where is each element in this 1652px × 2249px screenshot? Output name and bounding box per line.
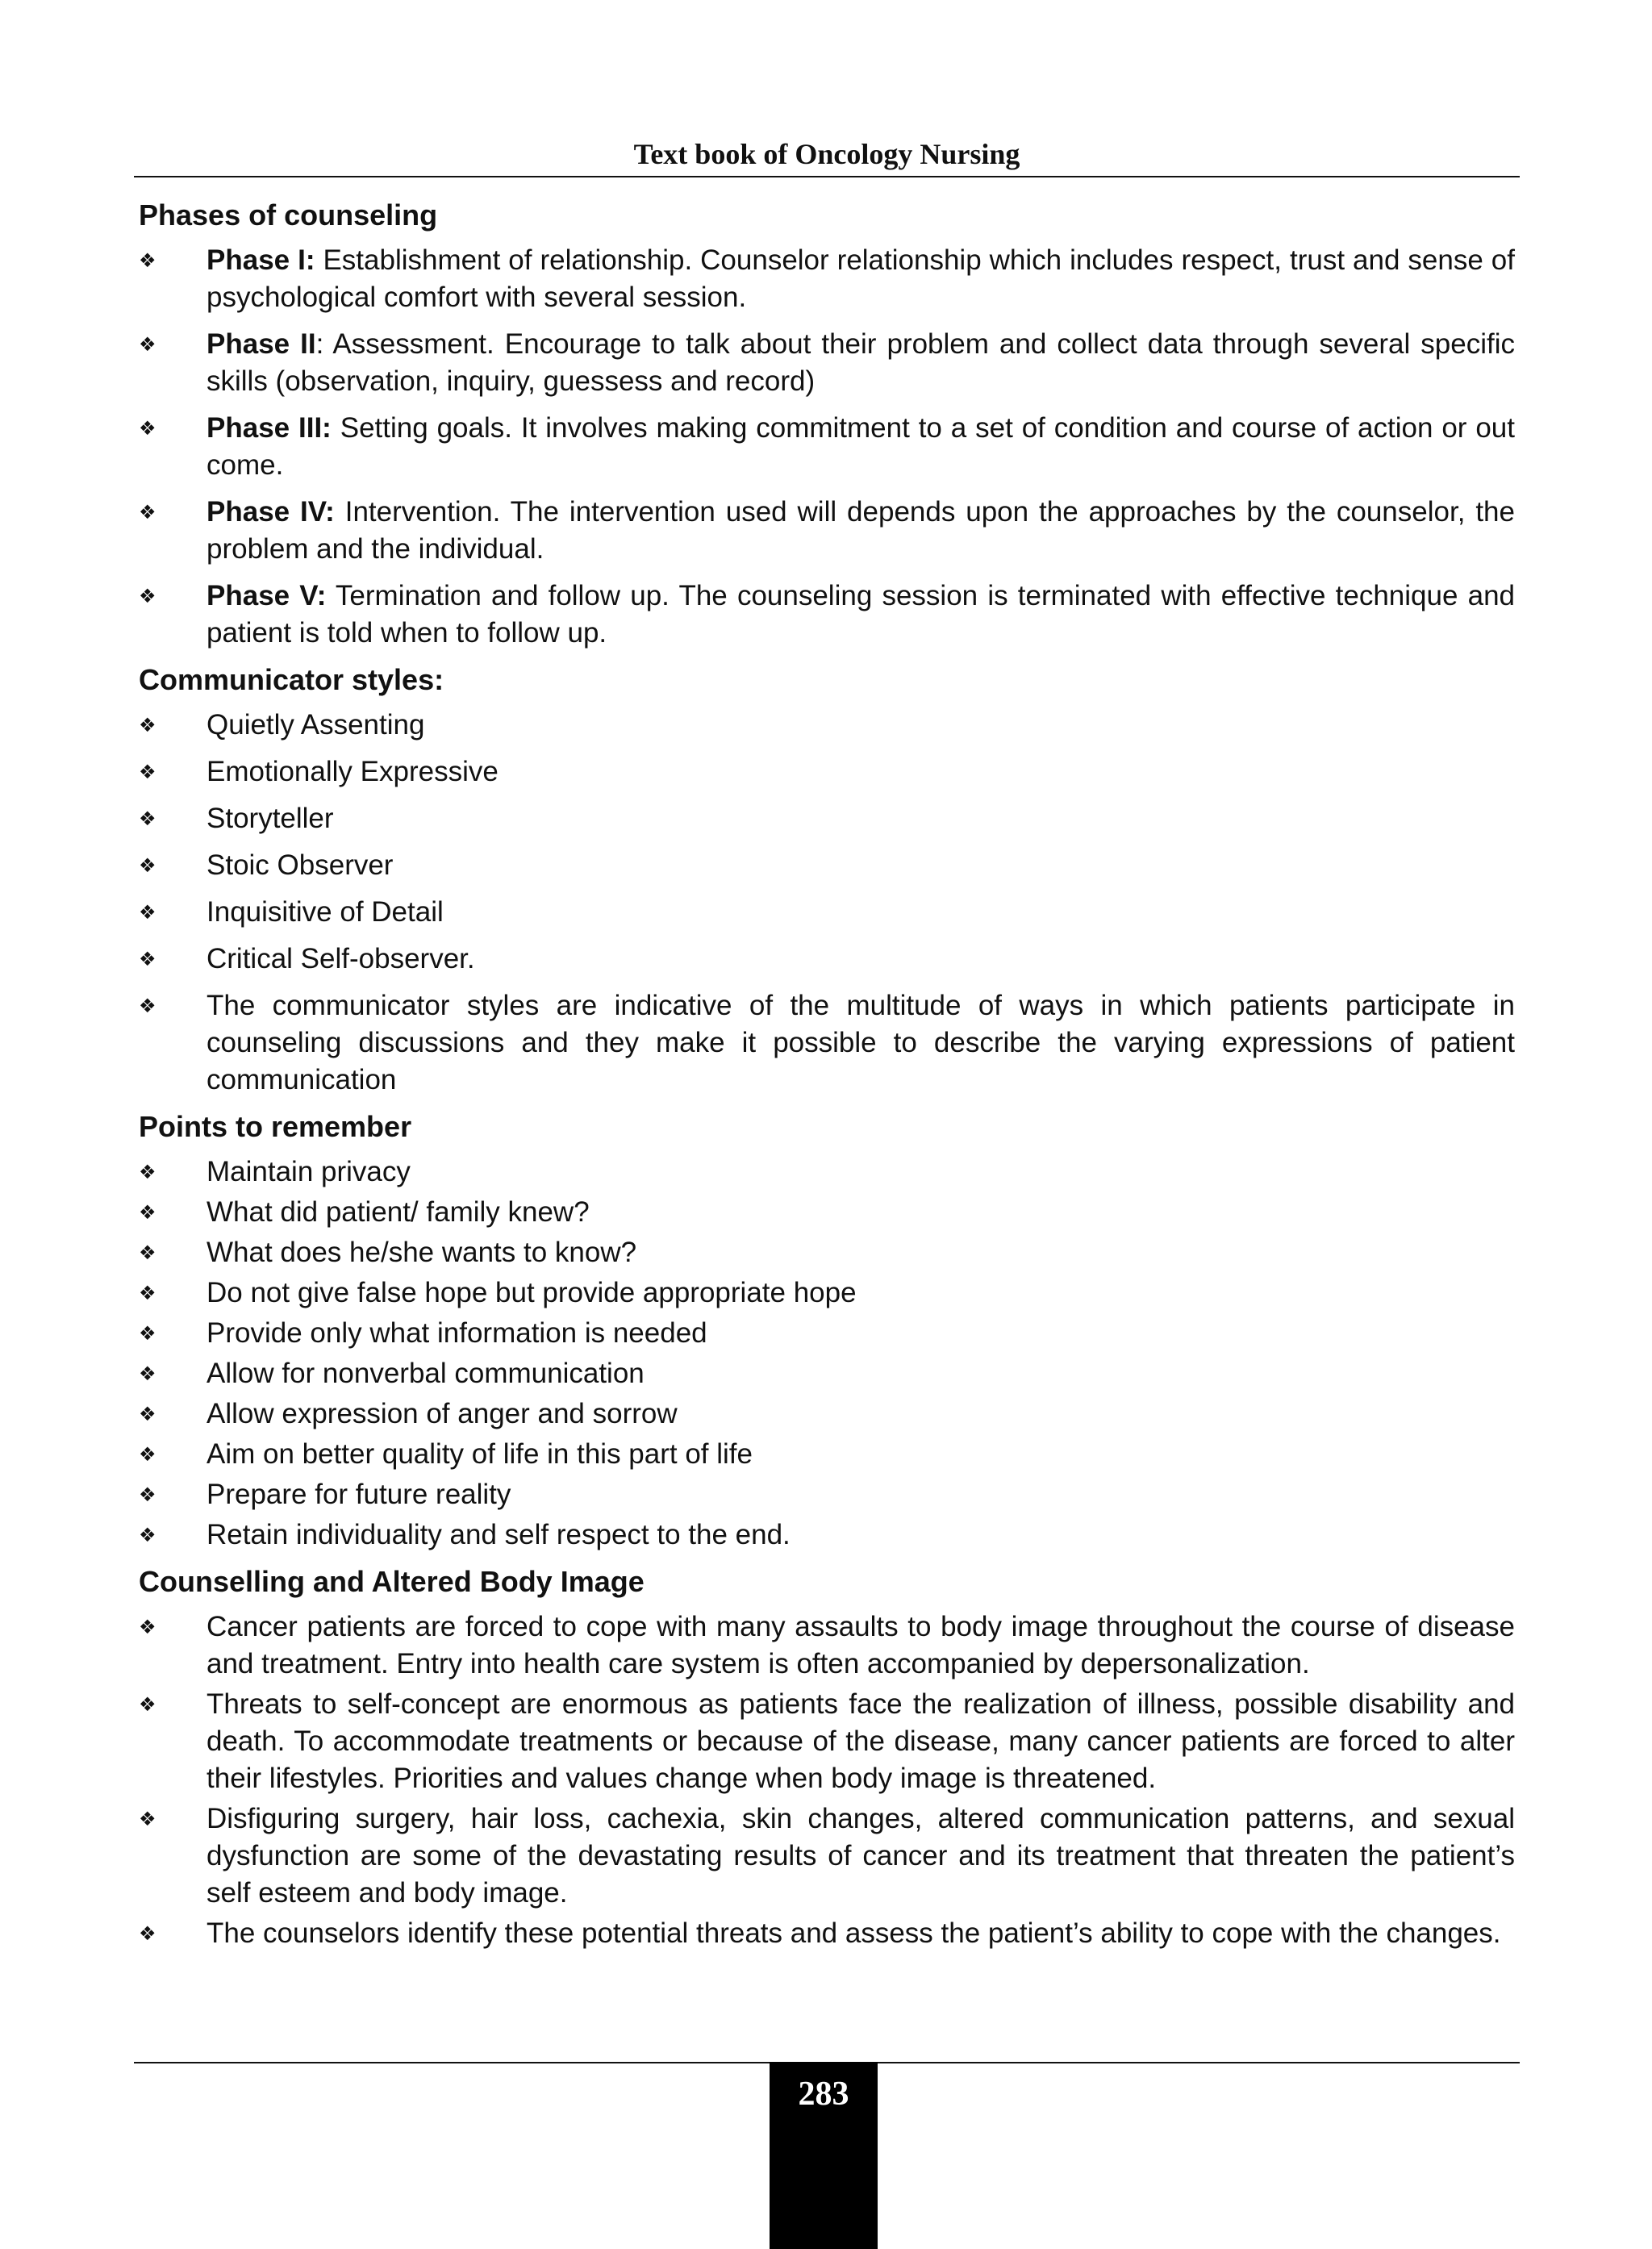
- list-item: ❖ Allow expression of anger and sorrow: [139, 1396, 1515, 1433]
- list-item: ❖ The communicator styles are indicative of the multitude of ways in which patients participate in counseling discussions and they make it possible to describe the varying expressions of patient communication: [139, 987, 1515, 1099]
- body-image-section: [139, 1563, 1515, 1952]
- diamond-bullet-icon: ❖: [139, 1808, 156, 1830]
- points-to-remember-list: [139, 1154, 1515, 1554]
- diamond-bullet-icon: ❖: [139, 901, 156, 924]
- list-item: ❖ Critical Self-observer.: [139, 941, 1515, 978]
- list-item-phase-3: [139, 410, 1515, 484]
- phase-label: Phase IV:: [206, 496, 335, 528]
- list-item: ❖ Inquisitive of Detail: [139, 894, 1515, 931]
- list-item: ❖ What did patient/ family knew?: [139, 1194, 1515, 1231]
- diamond-bullet-icon: ❖: [139, 995, 156, 1017]
- page-content: [139, 197, 1515, 1955]
- diamond-bullet-icon: ❖: [139, 1201, 156, 1224]
- diamond-bullet-icon: ❖: [139, 1282, 156, 1304]
- diamond-bullet-icon: ❖: [139, 417, 156, 440]
- diamond-bullet-icon: ❖: [139, 1403, 156, 1425]
- communicator-styles-section: [139, 661, 1515, 1099]
- list-item: ❖ The counselors identify these potential threats and assess the patient’s ability to cope with the changes.: [139, 1915, 1515, 1952]
- list-item: ❖ Provide only what information is needed: [139, 1315, 1515, 1352]
- list-item: ❖ Quietly Assenting: [139, 707, 1515, 744]
- phase-label: Phase II: [206, 328, 316, 360]
- list-item-phase-5: [139, 578, 1515, 652]
- list-item: ❖ Retain individuality and self respect to the end.: [139, 1517, 1515, 1554]
- section-heading-points-to-remember: Points to remember: [139, 1110, 412, 1143]
- list-item: ❖ Prepare for future reality: [139, 1476, 1515, 1513]
- list-item: ❖ Stoic Observer: [139, 847, 1515, 884]
- diamond-bullet-icon: ❖: [139, 1922, 156, 1945]
- diamond-bullet-icon: ❖: [139, 761, 156, 783]
- diamond-bullet-icon: ❖: [139, 1524, 156, 1546]
- phase-label: Phase I:: [206, 244, 315, 276]
- list-item: ❖ Storyteller: [139, 800, 1515, 837]
- diamond-bullet-icon: ❖: [139, 854, 156, 877]
- header-divider: [134, 176, 1520, 177]
- list-item: ❖ What does he/she wants to know?: [139, 1234, 1515, 1271]
- list-item-phase-2: [139, 326, 1515, 400]
- diamond-bullet-icon: ❖: [139, 1362, 156, 1385]
- diamond-bullet-icon: ❖: [139, 714, 156, 736]
- list-item-phase-1: [139, 242, 1515, 316]
- diamond-bullet-icon: ❖: [139, 1693, 156, 1716]
- diamond-bullet-icon: ❖: [139, 1443, 156, 1466]
- section-heading-body-image: Counselling and Altered Body Image: [139, 1565, 645, 1598]
- diamond-bullet-icon: ❖: [139, 1161, 156, 1183]
- diamond-bullet-icon: ❖: [139, 1241, 156, 1264]
- communicator-styles-list: [139, 707, 1515, 1099]
- diamond-bullet-icon: ❖: [139, 249, 156, 272]
- phase-label: Phase V:: [206, 580, 327, 611]
- phase-text: Termination and follow up. The counseling session is terminated with effective technique and patient is told when to follow up.: [206, 580, 1515, 649]
- body-image-list: [139, 1609, 1515, 1952]
- list-item: ❖ Allow for nonverbal communication: [139, 1355, 1515, 1392]
- diamond-bullet-icon: ❖: [139, 807, 156, 830]
- phases-list: [139, 242, 1515, 652]
- points-to-remember-section: [139, 1108, 1515, 1554]
- list-item: ❖ Threats to self-concept are enormous as patients face the realization of illness, possible disability and death. To accommodate treatments or because of the disease, many cancer patients are forced to alter their lifestyles. Priorities and values change when body image is threatened.: [139, 1686, 1515, 1797]
- list-item-phase-4: [139, 494, 1515, 568]
- section-heading-communicator-styles: Communicator styles:: [139, 663, 444, 696]
- diamond-bullet-icon: ❖: [139, 1616, 156, 1638]
- list-item: ❖ Maintain privacy: [139, 1154, 1515, 1191]
- phase-label: Phase III:: [206, 412, 332, 444]
- phases-section: [139, 197, 1515, 652]
- list-item: ❖ Aim on better quality of life in this part of life: [139, 1436, 1515, 1473]
- diamond-bullet-icon: ❖: [139, 1483, 156, 1506]
- diamond-bullet-icon: ❖: [139, 948, 156, 970]
- section-heading-phases: Phases of counseling: [139, 198, 438, 232]
- diamond-bullet-icon: ❖: [139, 1322, 156, 1345]
- page-number: 283: [770, 2062, 878, 2249]
- list-item: ❖ Do not give false hope but provide appropriate hope: [139, 1275, 1515, 1312]
- phase-text: : Assessment. Encourage to talk about their problem and collect data through several specific skills (observation, inquiry, guessess and record): [206, 328, 1515, 397]
- phase-text: Setting goals. It involves making commitment to a set of condition and course of action or out come.: [206, 412, 1515, 481]
- list-item: ❖ Disfiguring surgery, hair loss, cachexia, skin changes, altered communication patterns, and sexual dysfunction are some of the devastating results of cancer and its treatment that threaten the patient’s self esteem and body image.: [139, 1800, 1515, 1912]
- diamond-bullet-icon: ❖: [139, 333, 156, 356]
- diamond-bullet-icon: ❖: [139, 585, 156, 607]
- phase-text: Intervention. The intervention used will depends upon the approaches by the counselor, the problem and the individual.: [206, 496, 1515, 565]
- page-header-title: Text book of Oncology Nursing: [633, 138, 1020, 170]
- list-item: ❖ Cancer patients are forced to cope with many assaults to body image throughout the course of disease and treatment. Entry into health care system is often accompanied by depersonalization.: [139, 1609, 1515, 1683]
- list-item: ❖ Emotionally Expressive: [139, 753, 1515, 791]
- diamond-bullet-icon: ❖: [139, 501, 156, 524]
- phase-text: Establishment of relationship. Counselor relationship which includes respect, trust and sense of psychological comfort with several session.: [206, 244, 1515, 313]
